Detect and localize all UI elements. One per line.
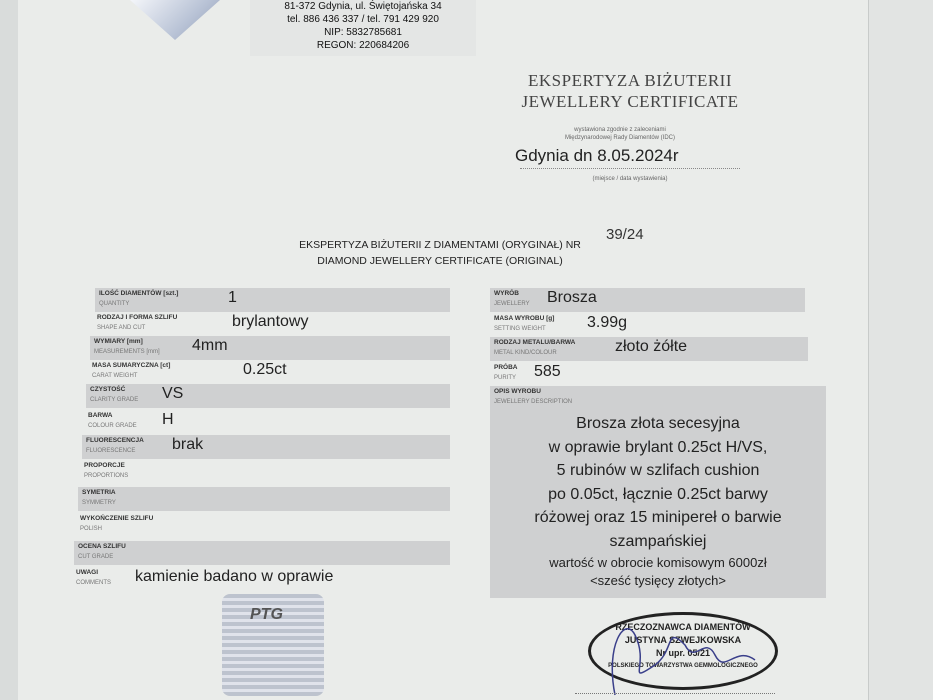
signature-line [575,693,775,694]
field-label: FLUORESCENCJA [86,437,144,444]
date-caption: (miejsce / data wystawienia) [592,176,668,182]
field-value: 1 [228,289,237,306]
title-pl: EKSPERTYZA BIŻUTERII [528,71,732,90]
certificate-heading [240,237,640,269]
field-value: 0.25ct [243,361,287,378]
field-value: H [162,411,174,428]
field-value: Brosza [547,289,597,306]
field-row [490,362,805,386]
regon: REGON: 220684206 [316,40,410,51]
field-label: WYMIARY [mm] [94,338,143,345]
field-label: OCENA SZLIFU [78,543,126,550]
title-en: JEWELLERY CERTIFICATE [521,92,739,111]
idc-note [520,126,720,142]
field-value: 4mm [192,337,228,354]
field-label: SYMETRIA [82,489,116,496]
field-sublabel: JEWELLERY DESCRIPTION [494,399,573,405]
date-line [520,168,740,169]
note-line: Międzynarodowej Rady Diamentów (IDC) [564,135,676,141]
field-label: OPIS WYROBU [494,388,541,395]
nip: NIP: 5832785681 [324,27,402,38]
description-line: szampańskiej [609,532,707,550]
heading-pl: EKSPERTYZA BIŻUTERII Z DIAMENTAMI (ORYGINAŁ) NR [299,239,581,251]
field-row [84,410,450,434]
field-sublabel: CLARITY GRADE [90,397,139,403]
address: 81-372 Gdynia, ul. Świętojańska 34 [284,1,442,12]
field-row [74,541,450,565]
field-label: MASA SUMARYCZNA [ct] [92,362,171,369]
field-sublabel: QUANTITY [99,301,130,307]
field-row [490,313,805,337]
field-value: złoto żółte [615,338,688,355]
certificate-number: 39/24 [606,226,644,243]
field-row [490,337,808,361]
field-value: VS [162,385,184,402]
field-row [490,288,805,312]
field-value: brak [172,436,204,453]
field-sublabel: SHAPE AND CUT [97,325,146,331]
field-row [90,336,450,360]
field-sublabel: COLOUR GRADE [88,423,137,429]
field-label: WYRÓB [494,290,519,297]
field-row [72,567,450,591]
field-sublabel: COMMENTS [76,580,111,586]
signature-icon [595,605,785,700]
field-sublabel: CUT GRADE [78,554,114,560]
field-sublabel: FLUORESCENCE [86,448,136,454]
field-row [86,384,450,408]
description-line: w oprawie brylant 0.25ct H/VS, [548,438,768,456]
field-sublabel: JEWELLERY [494,301,530,307]
stamp-name: JUSTYNA SZWEJKOWSKA [624,635,742,645]
field-label: BARWA [88,412,113,419]
value-line: wartość w obrocie komisowym 6000zł [549,555,767,570]
field-label: MASA WYROBU [g] [494,315,555,322]
field-sublabel: SYMMETRY [82,500,116,506]
field-row [88,360,450,384]
field-value: kamienie badano w oprawie [135,568,334,585]
phone: tel. 886 436 337 / tel. 791 429 920 [287,14,439,25]
document-title [440,70,820,112]
field-row [93,312,450,336]
field-label: UWAGI [76,569,99,576]
field-sublabel: METAL KIND/COLOUR [494,350,557,356]
description-line: 5 rubinów w szlifach cushion [556,462,760,479]
issue-date: Gdynia dn 8.05.2024r [515,146,679,165]
field-row [78,487,450,511]
company-header [250,0,476,56]
field-label: RODZAJ METALU/BARWA [494,339,576,346]
field-value: 585 [534,363,561,380]
field-label: RODZAJ I FORMA SZLIFU [97,314,178,321]
stamp-top: RZECZOZNAWCA DIAMENTÓW [615,622,751,632]
field-label: CZYSTOŚĆ [90,386,126,393]
stamp-nr: Nr upr. 05/21 [655,648,711,658]
field-label: PRÓBA [494,364,518,371]
value-words: <sześć tysięcy złotych> [590,573,726,588]
description-line: Brosza złota secesyjna [576,415,740,432]
field-sublabel: PURITY [494,375,517,381]
field-label: ILOŚĆ DIAMENTÓW [szt.] [99,290,179,297]
field-label: WYKOŃCZENIE SZLIFU [80,515,154,522]
field-sublabel: SETTING WEIGHT [494,326,546,332]
field-sublabel: POLISH [80,526,103,532]
field-value: 3.99g [587,314,628,331]
description-box [490,386,826,598]
field-row [76,513,450,537]
hologram-seal [222,594,324,696]
field-row [95,288,450,312]
field-sublabel: PROPORTIONS [84,473,129,479]
adjacent-page [868,0,933,700]
field-row [80,460,450,484]
field-sublabel: MEASUREMENTS [mm] [94,349,160,355]
field-label: PROPORCJE [84,462,125,469]
heading-en: DIAMOND JEWELLERY CERTIFICATE (ORIGINAL) [317,255,563,267]
hologram-logo: PTG [250,606,283,623]
field-row [82,435,450,459]
description-line: po 0.05ct, łącznie 0.25ct barwy [548,485,768,503]
field-sublabel: CARAT WEIGHT [92,373,138,379]
note-line: wystawiona zgodnie z zaleceniami [574,127,666,133]
field-value: brylantowy [232,313,309,330]
description-line: różowej oraz 15 minipereł o barwie [534,509,782,526]
stamp-bottom: POLSKIEGO TOWARZYSTWA GEMMOLOGICZNEGO [608,663,758,669]
